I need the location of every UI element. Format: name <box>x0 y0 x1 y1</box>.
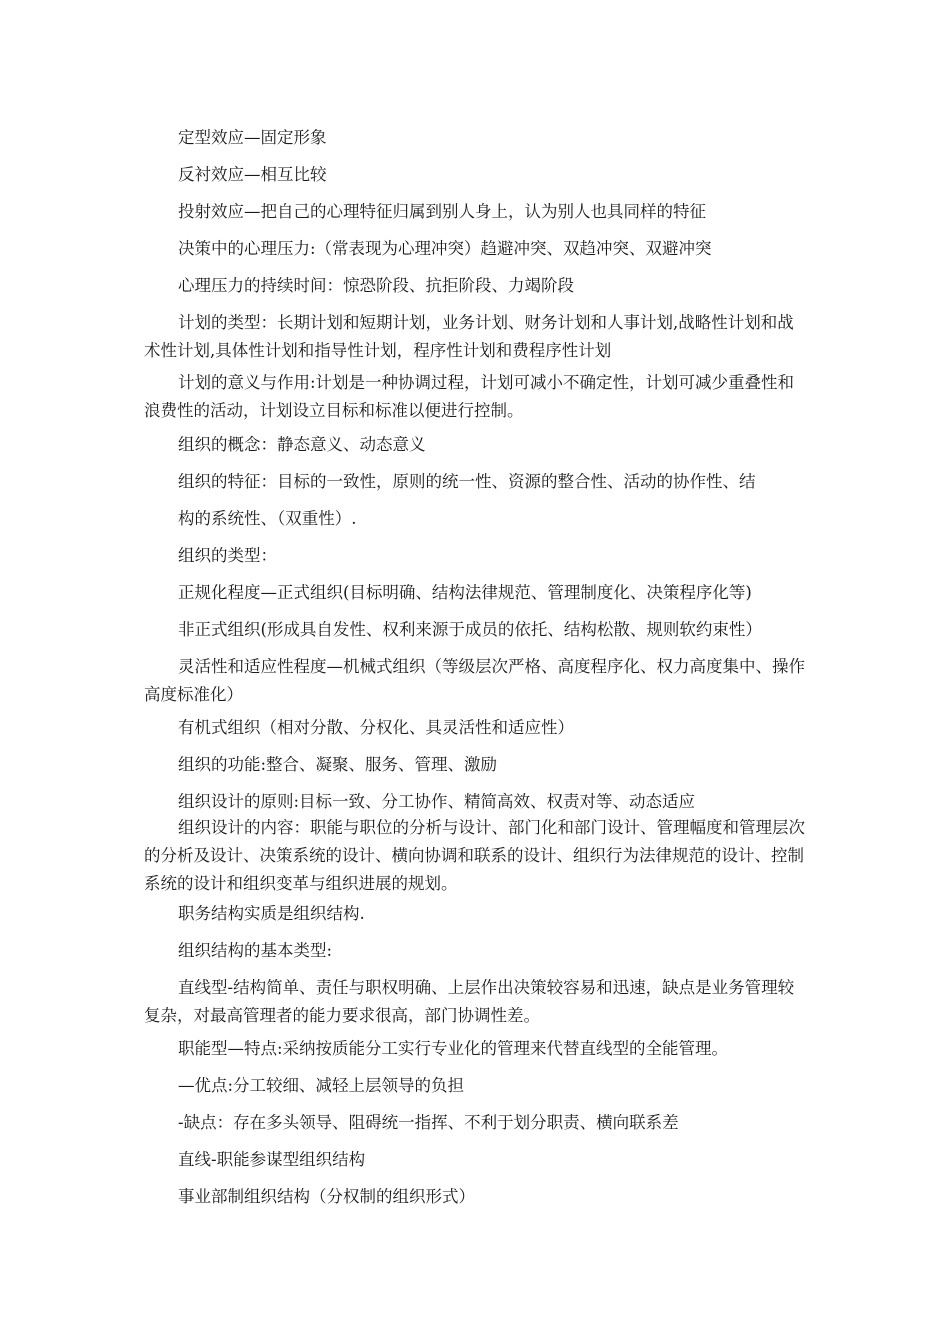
paragraph-design-content: 组织设计的内容：职能与职位的分析与设计、部门化和部门设计、管理幅度和管理层次的分析及设计、决策系统的设计、横向协调和联系的设计、组织行为法律规范的设计、控制系统的设计和组织变革与组织进展的规划。 <box>144 818 805 893</box>
paragraph-informal-org: 非正式组织(形成具自发性、权利来源于成员的依托、结构松散、规则软约束性） <box>178 620 762 639</box>
paragraph-pressure-duration: 心理压力的持续时间：惊恐阶段、抗拒阶段、力竭阶段 <box>178 276 574 295</box>
paragraph-stereotype-effect: 定型效应—固定形象 <box>178 128 327 147</box>
paragraph-org-functions: 组织的功能:整合、凝聚、服务、管理、激励 <box>178 755 498 774</box>
paragraph-formal-org: 正规化程度—正式组织(目标明确、结构法律规范、管理制度化、决策程序化等) <box>178 583 752 602</box>
paragraph-plan-types: 计划的类型：长期计划和短期计划，业务计划、财务计划和人事计划,战略性计划和战术性计划,具体性计划和指导性计划，程序性计划和费程序性计划 <box>144 313 794 360</box>
paragraph-org-concept: 组织的概念：静态意义、动态意义 <box>178 435 426 454</box>
paragraph-job-structure: 职务结构实质是组织结构. <box>178 904 365 923</box>
paragraph-decision-pressure: 决策中的心理压力:（常表现为心理冲突）趋避冲突、双趋冲突、双避冲突 <box>178 239 712 258</box>
paragraph-structure-types: 组织结构的基本类型: <box>178 941 333 960</box>
paragraph-plan-significance: 计划的意义与作用:计划是一种协调过程，计划可减小不确定性，计划可减少重叠性和浪费性的活动，计划设立目标和标准以便进行控制。 <box>144 373 795 420</box>
paragraph-line-type: 直线型-结构简单、责任与职权明确、上层作出决策较容易和迅速，缺点是业务管理较复杂，对最高管理者的能力要求很高，部门协调性差。 <box>144 978 795 1025</box>
paragraph-functional-pros: —优点:分工较细、减轻上层领导的负担 <box>178 1076 465 1095</box>
paragraph-projection-effect: 投射效应—把自己的心理特征归属到别人身上，认为别人也具同样的特征 <box>178 202 706 221</box>
paragraph-design-principles: 组织设计的原则:目标一致、分工协作、精简高效、权责对等、动态适应 <box>178 792 696 811</box>
paragraph-org-features-cont: 构的系统性、（双重性）. <box>178 509 357 528</box>
paragraph-org-features: 组织的特征：目标的一致性，原则的统一性、资源的整合性、活动的协作性、结 <box>178 472 756 491</box>
paragraph-contrast-effect: 反衬效应—相互比较 <box>178 165 327 184</box>
paragraph-line-functional-staff: 直线-职能参谋型组织结构 <box>178 1150 366 1169</box>
paragraph-mechanistic-org: 灵活性和适应性程度—机械式组织（等级层次严格、高度程序化、权力高度集中、操作高度标准化） <box>144 657 805 704</box>
paragraph-divisional-structure: 事业部制组织结构（分权制的组织形式） <box>178 1187 475 1206</box>
paragraph-org-types: 组织的类型： <box>178 546 277 565</box>
paragraph-functional-type: 职能型—特点:采纳按质能分工实行专业化的管理来代替直线型的全能管理。 <box>178 1039 729 1058</box>
paragraph-functional-cons: -缺点：存在多头领导、阻碍统一指挥、不利于划分职责、横向联系差 <box>178 1113 679 1132</box>
paragraph-organic-org: 有机式组织（相对分散、分权化、具灵活性和适应性） <box>178 718 574 737</box>
